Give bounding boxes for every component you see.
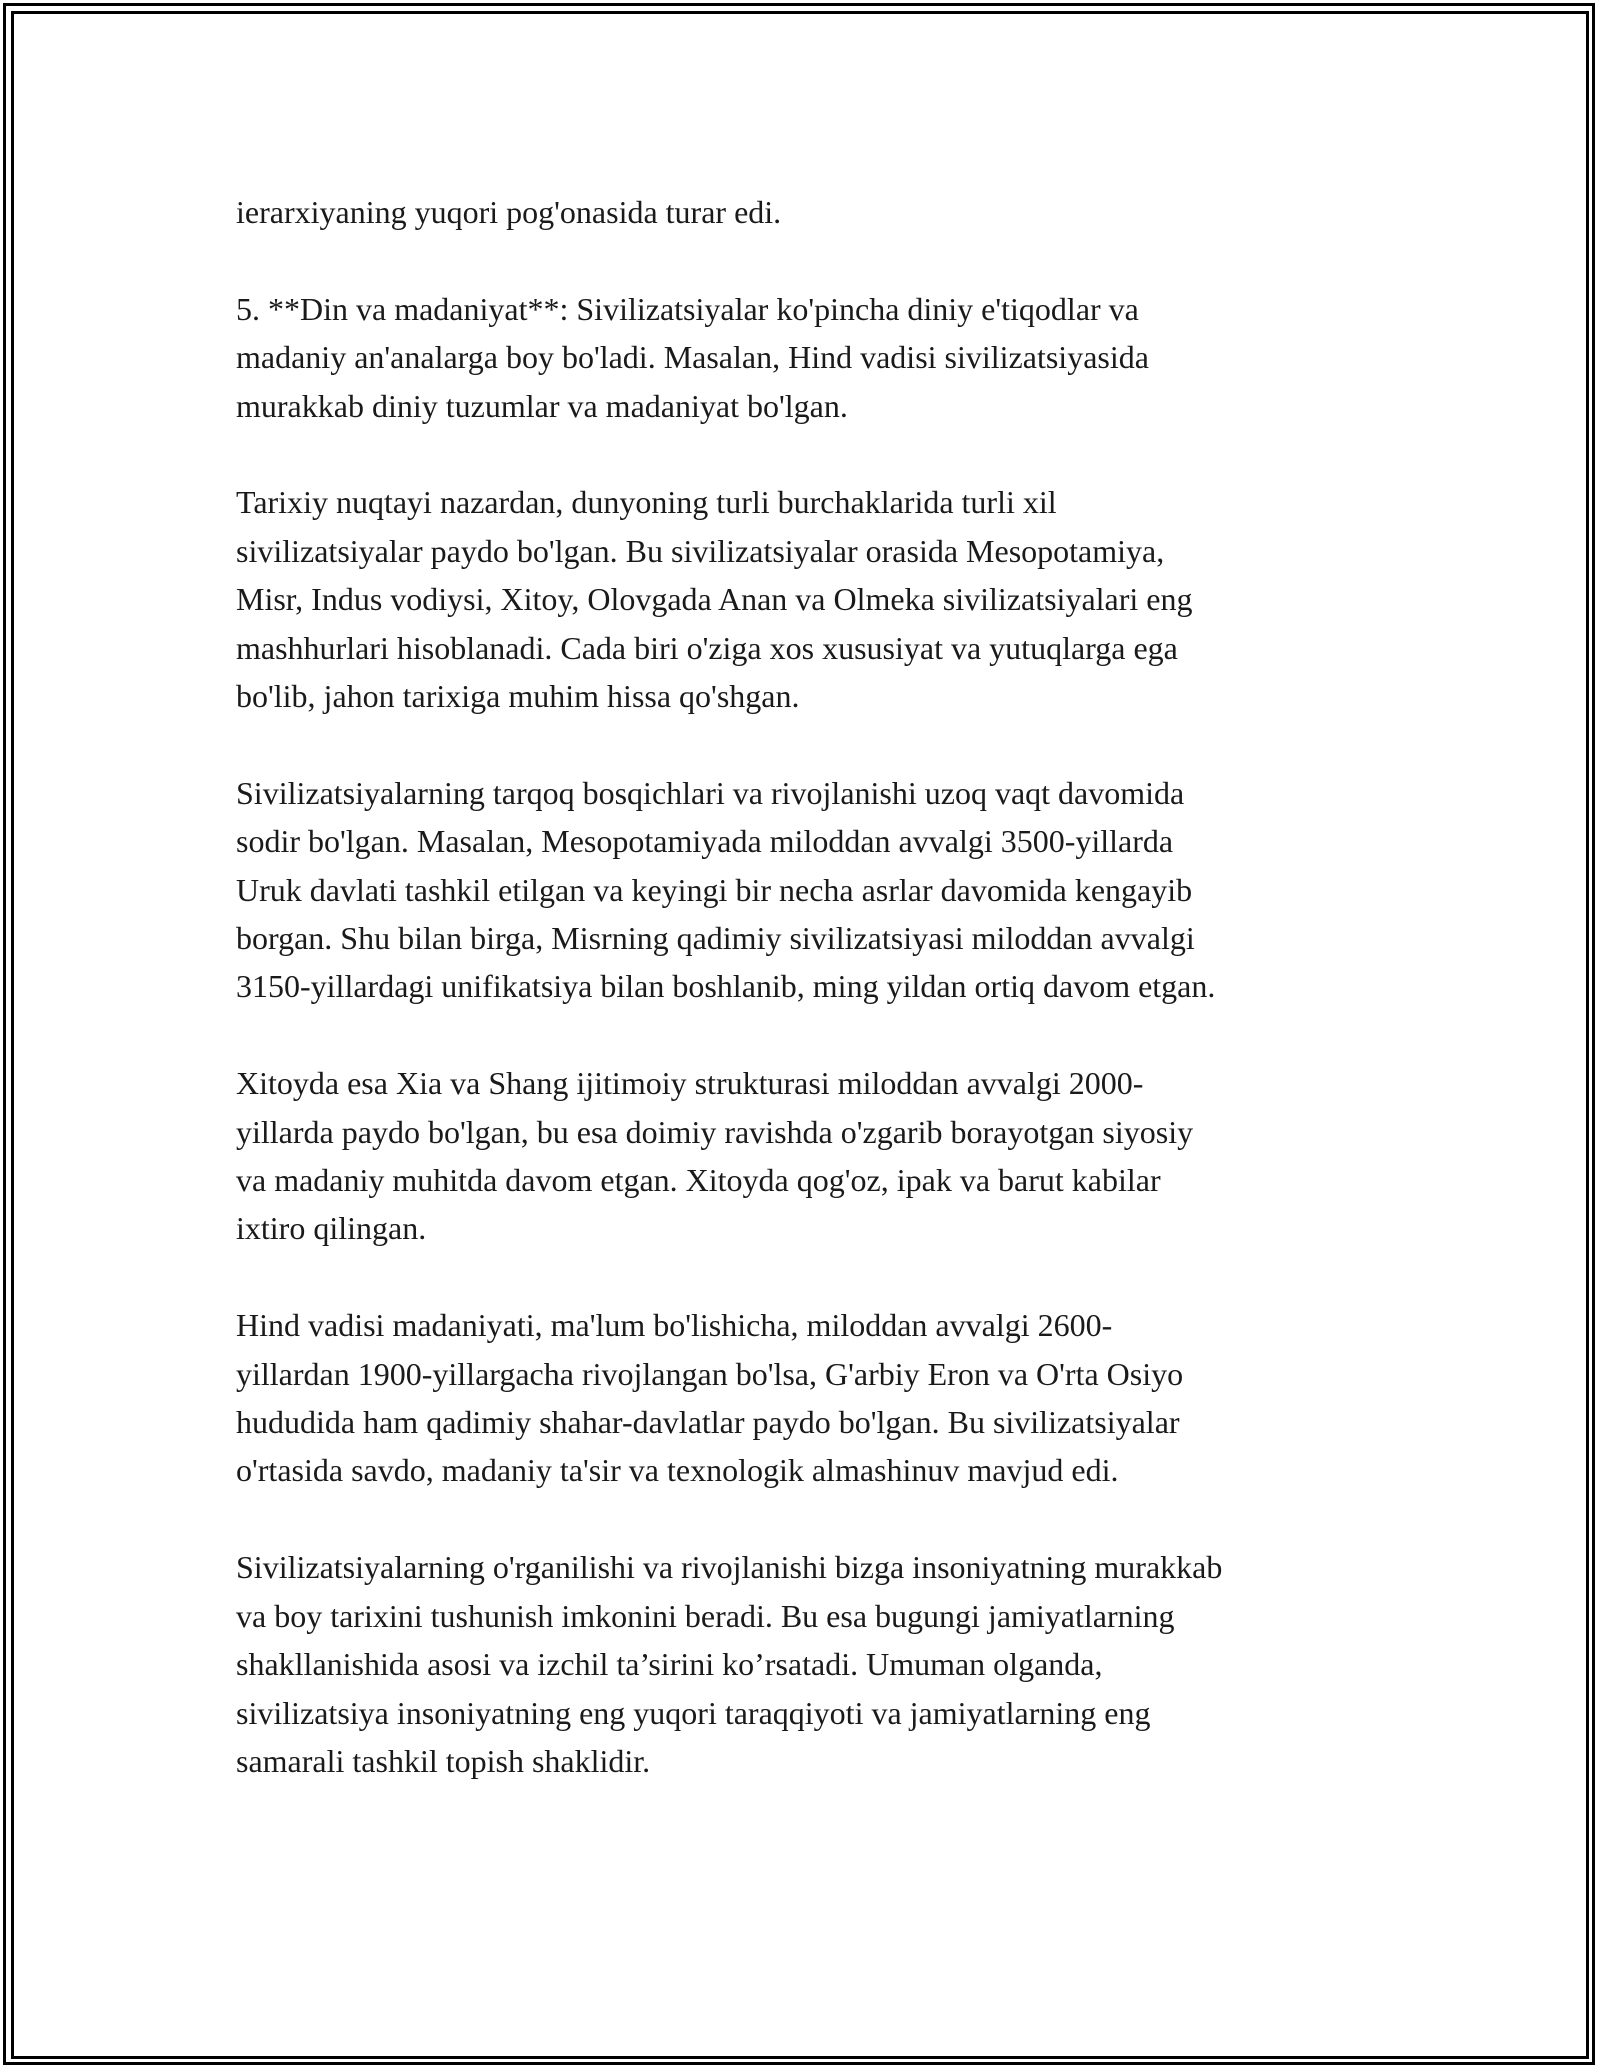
paragraph-conclusion: Sivilizatsiyalarning o'rganilishi va rivojlanishi bizga insoniyatning murakkab va boy tarixini tushunish imkonini beradi. Bu esa bugungi jamiyatlarning shakllanishida asosi va izchil ta’sirini ko’rsatadi. Umuman olganda, sivilizatsiya insoniyatning eng yuqori taraqqiyoti va jamiyatlarning eng samarali tashkil topish shaklidir.	[236, 1549, 1223, 1779]
paragraph-xitoy: Xitoyda esa Xia va Shang ijitimoiy strukturasi miloddan avvalgi 2000- yillarda paydo bo'lgan, bu esa doimiy ravishda o'zgarib borayotgan siyosiy va madaniy muhitda davom etgan. Xitoyda qog'oz, ipak va barut kabilar ixtiro qilingan.	[236, 1065, 1194, 1247]
paragraph-tarixiy-nuqtayi: Tarixiy nuqtayi nazardan, dunyoning turli burchaklarida turli xil sivilizatsiyalar paydo bo'lgan. Bu sivilizatsiyalar orasida Mesopotamiya, Misr, Indus vodiysi, Xitoy, Olovgada Anan va Olmeka sivilizatsiyalari eng mashhurlari hisoblanadi. Cada biri o'ziga xos xususiyat va yutuqlarga ega bo'lib, jahon tarixiga muhim hissa qo'shgan.	[236, 484, 1193, 715]
document-body	[236, 188, 1376, 1834]
paragraph-din-va-madaniyat: 5. **Din va madaniyat**: Sivilizatsiyalar ko'pincha diniy e'tiqodlar va madaniy an'analarga boy bo'ladi. Masalan, Hind vadisi sivilizatsiyasida murakkab diniy tuzumlar va madaniyat bo'lgan.	[236, 290, 1149, 424]
paragraph-tarqoq-bosqichlari: Sivilizatsiyalarning tarqoq bosqichlari va rivojlanishi uzoq vaqt davomida sodir bo'lgan. Masalan, Mesopotamiyada miloddan avvalgi 3500-yillarda Uruk davlati tashkil etilgan va keyingi bir necha asrlar davomida kengayib borgan. Shu bilan birga, Misrning qadimiy sivilizatsiyasi miloddan avvalgi 3150-yillardagi unifikatsiya bilan boshlanib, ming yildan ortiq davom etgan.	[236, 774, 1216, 1005]
paragraph-continuation: ierarxiyaning yuqori pog'onasida turar edi.	[236, 194, 782, 230]
paragraph-hind-vadisi: Hind vadisi madaniyati, ma'lum bo'lishicha, miloddan avvalgi 2600- yillardan 1900-yillargacha rivojlangan bo'lsa, G'arbiy Eron va O'rta Osiyo hududida ham qadimiy shahar-davlatlar paydo bo'lgan. Bu sivilizatsiyalar o'rtasida savdo, madaniy ta'sir va texnologik almashinuv mavjud edi.	[236, 1307, 1184, 1489]
